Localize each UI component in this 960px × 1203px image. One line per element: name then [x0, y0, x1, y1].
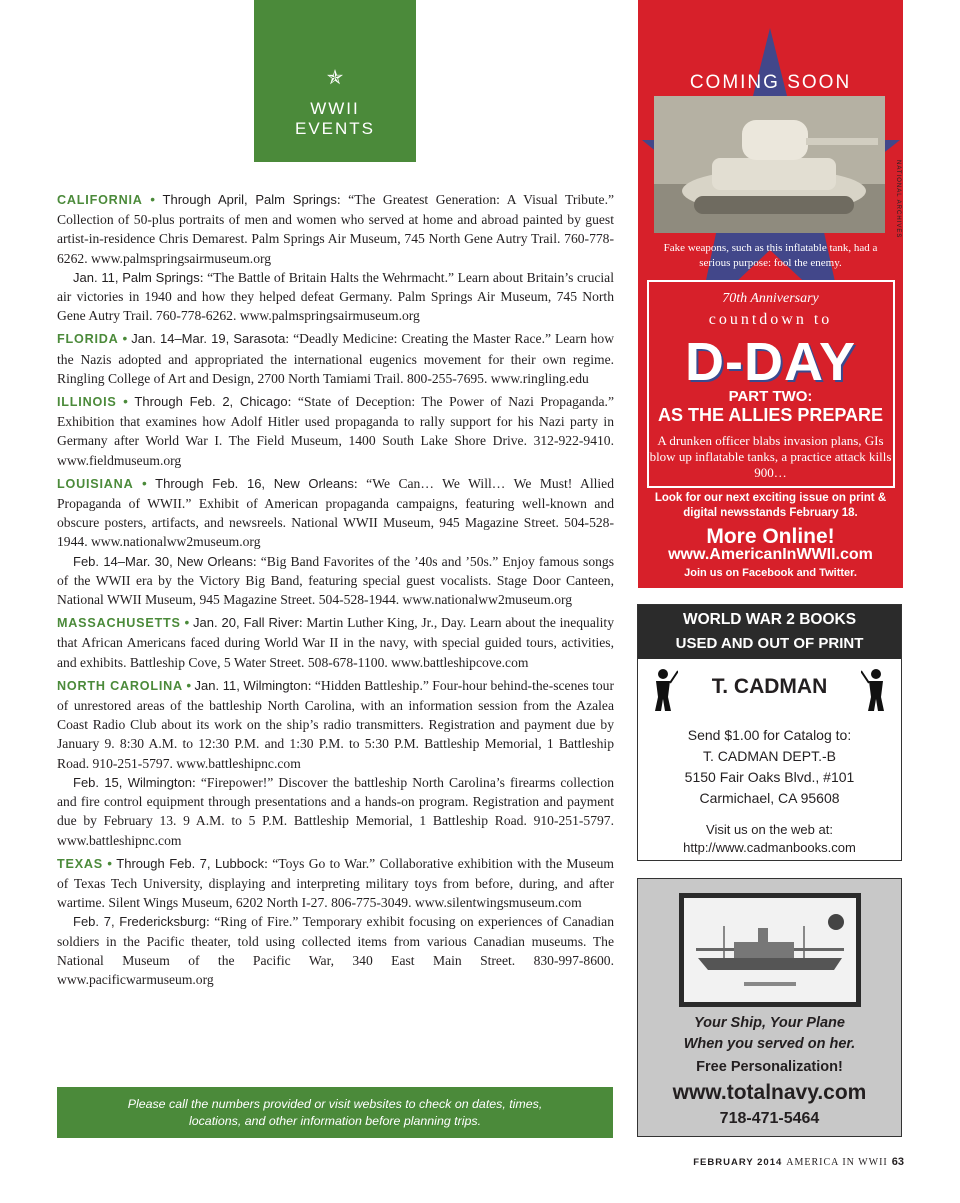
- event-date: Through Feb. 7, Lubbock: [116, 855, 265, 871]
- event-text: : “Deadly Medicine: Creating the Master Race.” Learn how the Nazis adopted and appropriated the international eugenics movement for their own regime. Ringling College of Art and Design, 2700 North Tamiami Trail. 800-255-7695. www.ringling.edu: [57, 331, 615, 386]
- event-text: : “We Can… We Will… We Must! Allied Propaganda of WWII.” Exhibit of American propaganda campaigns, featuring well-known and obscure posters, artifacts, and newsreels. National WWII Museum, 945 Magazine Street. 504-528-1944. www.nationalww2museum.org: [57, 475, 614, 550]
- event-text: : “Toys Go to War.” Collaborative exhibition with the Museum of Texas Tech University, displaying and interpreting military toys from before, during, and after wartime. Silent Wings Museum, 6202 North I-27. 806-775-3049. www.silentwingsmuseum.com: [57, 855, 614, 911]
- tank-icon: [654, 96, 885, 233]
- bullet-icon: •: [184, 615, 190, 631]
- address-line: 5150 Fair Oaks Blvd., #101: [684, 769, 855, 785]
- event-listings: [57, 190, 614, 993]
- event-entry: [57, 613, 614, 672]
- photo-credit: NATIONAL ARCHIVES: [895, 160, 901, 239]
- navy-tagline: [638, 1013, 901, 1055]
- event-date: Jan. 14–Mar. 19, Sarasota: [131, 331, 286, 347]
- totalnavy-url-link[interactable]: www.totalnavy.com: [672, 1081, 867, 1104]
- state-block-florida: [57, 329, 614, 388]
- photo-caption: Fake weapons, such as this inflatable tank, had a serious purpose: fool the enemy.: [663, 242, 878, 269]
- bullet-icon: •: [141, 475, 147, 491]
- state-name: ILLINOIS: [57, 395, 117, 410]
- event-text: : “Big Band Favorites of the ’40s and ’50s.” Enjoy famous songs of the WWII era by the Victory Big Band, featuring special guest vocalists. Stage Door Canteen, National WWII Museum, 945 Magazine Street. 504-528-1944. www.nationalww2museum.org: [57, 553, 614, 608]
- event-entry: [57, 329, 614, 388]
- event-entry: [57, 773, 614, 850]
- state-block-texas: [57, 854, 614, 989]
- event-date: Through April, Palm Springs: [162, 192, 337, 207]
- address-line: Send $1.00 for Catalog to:: [687, 727, 852, 743]
- social-text: Join us on Facebook and Twitter.: [684, 567, 857, 579]
- event-date: Through Feb. 16, New Orleans: [155, 475, 354, 491]
- event-date: Jan. 20, Fall River: [193, 615, 299, 631]
- event-date: Through Feb. 2, Chicago: [134, 394, 288, 410]
- event-entry: [57, 392, 614, 470]
- bullet-icon: •: [122, 331, 128, 347]
- state-name: TEXAS: [57, 856, 103, 871]
- planning-note-text: Please call the numbers provided or visit websites to check on dates, times, locations, and other information before planning trips.: [127, 1096, 543, 1128]
- event-text: : Martin Luther King, Jr., Day. Learn about the inequality that African Americans faced during World War II in the navy, with special guided tours, activities, and exhibits. Battleship Cove, 5 Water Street. 508-678-1100. www.battleshipcove.com: [57, 615, 614, 670]
- cadman-books-ad[interactable]: [637, 604, 902, 861]
- cadman-name: T. CADMAN: [711, 675, 828, 698]
- tank-photo: [654, 96, 885, 233]
- state-block-louisiana: [57, 474, 614, 609]
- event-entry: [57, 912, 614, 989]
- dday-url-link[interactable]: www.AmericanInWWII.com: [668, 546, 873, 563]
- event-entry: [57, 552, 614, 610]
- cadman-header-band: [638, 605, 901, 659]
- navy-phone: 718-471-5464: [719, 1110, 820, 1127]
- ship-print: [684, 898, 856, 1002]
- bullet-icon: •: [186, 677, 192, 693]
- event-entry: [57, 268, 614, 326]
- planning-note: [57, 1087, 613, 1138]
- dday-title: D-DAY: [684, 332, 857, 392]
- event-text: : “Firepower!” Discover the battleship North Carolina’s firearms collection and fire control equipment through presentations and a hands-on program. Registration and payment due by February 13. 9 A.M. to 5 P.M. Battleship Memorial, 1 Battleship Road. 910-251-5797. www.battleshipnc.com: [57, 774, 614, 848]
- dday-blurb: A drunken officer blabs invasion plans, GIs blow up inflatable tanks, a practice attack kills 900…: [649, 433, 892, 480]
- navy-free-personalization: Free Personalization!: [696, 1059, 843, 1075]
- header-line-2: EVENTS: [294, 119, 376, 138]
- state-name: CALIFORNIA: [57, 193, 143, 207]
- star-icon: ✯: [326, 67, 344, 89]
- cadman-line-1: WORLD WAR 2 BOOKS: [682, 611, 857, 628]
- web-label: Visit us on the web at:: [706, 822, 833, 837]
- state-block-north-carolina: [57, 676, 614, 850]
- navy-line: Your Ship, Your Plane: [694, 1015, 845, 1031]
- bullet-icon: •: [107, 855, 113, 871]
- events-header-tab: [254, 0, 416, 162]
- event-text: : “State of Deception: The Power of Nazi Propaganda.” Exhibition that examines how Adolf Hitler used propaganda to rally support for his Nazi party in Germany after World War I. The Field Museum, 1400 South Lake Shore Drive. 312-922-9410. www.fieldmuseum.org: [57, 394, 614, 468]
- bullet-icon: •: [150, 192, 155, 207]
- bullet-icon: •: [123, 394, 128, 410]
- state-block-illinois: [57, 392, 614, 470]
- ship-print-frame: [679, 893, 861, 1007]
- totalnavy-ad[interactable]: [637, 878, 902, 1137]
- state-name: LOUISIANA: [57, 476, 134, 491]
- page-number: 63: [891, 1156, 904, 1168]
- state-block-massachusetts: [57, 613, 614, 672]
- event-entry: [57, 474, 614, 552]
- event-date: Jan. 11, Wilmington: [194, 677, 308, 693]
- next-issue-text: Look for our next exciting issue on print & digital newsstands February 18.: [654, 492, 887, 519]
- state-name: FLORIDA: [57, 332, 119, 347]
- ship-icon: [684, 898, 856, 1002]
- state-name: MASSACHUSETTS: [57, 616, 181, 631]
- event-text: : “The Greatest Generation: A Visual Tribute.” Collection of 50-plus portraits of men and women who served at home and abroad painted by guest artist-in-residence Chris Demarest. Palm Springs Air Museum, 745 North Gene Autry Trail. 760-778-6262. www.palmspringsairmuseum.org: [57, 192, 615, 266]
- event-entry: [57, 190, 614, 268]
- countdown-label: countdown to: [708, 311, 833, 328]
- event-date: Feb. 14–Mar. 30, New Orleans: [73, 553, 253, 569]
- address-line: T. CADMAN DEPT.-B: [702, 748, 836, 764]
- event-date: Feb. 7, Fredericksburg: [73, 914, 206, 930]
- anniversary-label: 70th Anniversary: [722, 291, 819, 306]
- cadman-line-2: USED AND OUT OF PRINT: [675, 635, 864, 652]
- event-entry: [57, 854, 614, 913]
- footer-magazine: AMERICA IN WWII: [786, 1157, 888, 1168]
- more-online: More Online!: [706, 525, 835, 548]
- cadman-web: [638, 821, 901, 857]
- part-label: PART TWO:: [728, 388, 813, 405]
- coming-soon: COMING SOON: [689, 72, 852, 93]
- event-date: Jan. 11, Palm Springs: [73, 269, 200, 285]
- allies-subtitle: AS THE ALLIES PREPARE: [657, 405, 884, 425]
- page-footer: [693, 1156, 904, 1168]
- dday-ad[interactable]: [638, 0, 903, 588]
- header-line-1: WWII: [310, 99, 360, 118]
- cadman-url-link[interactable]: http://www.cadmanbooks.com: [683, 840, 856, 855]
- state-block-california: [57, 190, 614, 325]
- footer-date: FEBRUARY 2014: [693, 1157, 783, 1168]
- event-text: : “Hidden Battleship.” Four-hour behind-the-scenes tour of unrestored areas of the battleship North Carolina, with an information session from the Azalea Coast Radio Club about its work on the ship’s radio transmitters. Registration and payment due by January 9. 8:30 A.M. to 12:30 P.M. and 1:30 P.M. to 5:30 P.M. Battleship Memorial, 1 Battleship Road. 910-251-5797. www.battleshipnc.com: [57, 677, 614, 771]
- navy-line: When you served on her.: [683, 1036, 856, 1052]
- event-text: : “The Battle of Britain Halts the Wehrmacht.” Learn about Britain’s crucial air victories in 1940 and how they helped defeat Germany. Palm Springs Air Museum, 745 North Gene Autry Trail. 760-778-6262. www.palmspringsairmuseum.org: [57, 269, 614, 324]
- address-line: Carmichael, CA 95608: [699, 790, 840, 806]
- cadman-address: [638, 725, 901, 809]
- event-entry: [57, 676, 614, 773]
- event-text: : “Ring of Fire.” Temporary exhibit focusing on experiences of Canadian soldiers in the Pacific theater, told using collected items from various Canadian museums. The National Museum of the Pacific War, 340 East Main Street. 830-997-8600. www.pacificwarmuseum.org: [57, 914, 614, 987]
- state-name: NORTH CAROLINA: [57, 678, 183, 693]
- event-date: Feb. 15, Wilmington: [73, 774, 192, 790]
